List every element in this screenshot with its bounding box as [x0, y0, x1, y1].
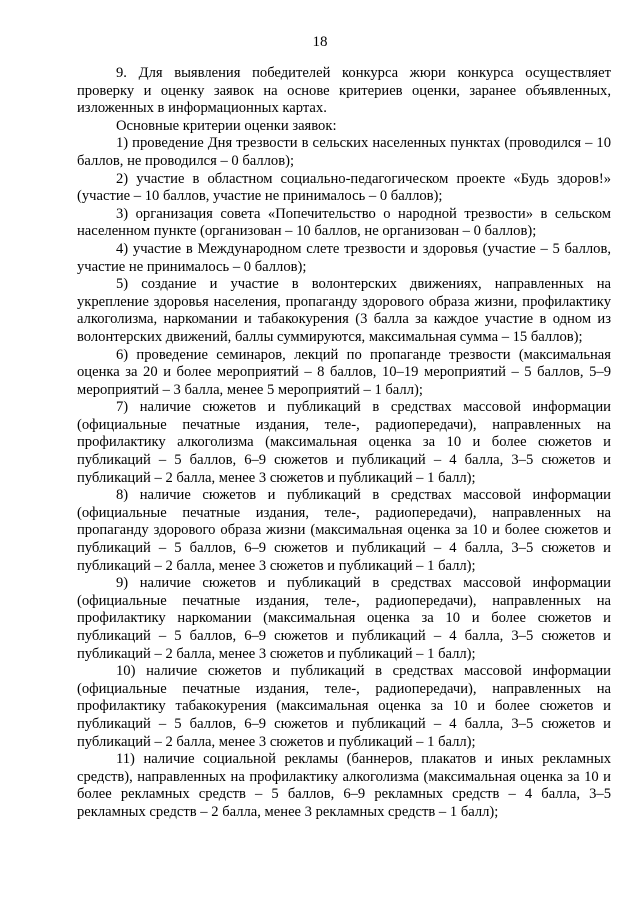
criterion-5: 5) создание и участие в волонтерских движениях, направленных на укрепление здоровья населения, пропаганду здорового образа жизни, профилактику алкоголизма, наркомании и табакокурения (3 балла за каждое участие в одном из волонтерских движений, баллы суммируются, максимальная сумма – 15 баллов);	[77, 276, 611, 345]
criteria-heading: Основные критерии оценки заявок:	[116, 117, 337, 134]
criterion-3: 3) организация совета «Попечительство о народной трезвости» в сельском населенном пункте (организован – 10 баллов, не организован – 0 баллов);	[77, 205, 611, 240]
criterion-4: 4) участие в Международном слете трезвости и здоровья (участие – 5 баллов, участие не принималось – 0 баллов);	[77, 240, 611, 275]
criterion-8: 8) наличие сюжетов и публикаций в средствах массовой информации (официальные печатные издания, теле-, радиопередачи), направленных на пропаганду здорового образа жизни (максимальная оценка за 10 и более сюжетов и публикаций – 5 баллов, 6–9 сюжетов и публикаций – 4 балла, 3–5 сюжетов и публикаций – 2 балла, менее 3 сюжетов и публикаций – 1 балл);	[77, 487, 611, 574]
intro-paragraph: 9. Для выявления победителей конкурса жюри конкурса осуществляет проверку и оценку заявок на основе критериев оценки, заранее объявленных, изложенных в информационных картах.	[77, 65, 611, 117]
document-body	[77, 65, 611, 822]
criterion-11: 11) наличие социальной рекламы (баннеров, плакатов и иных рекламных средств), направленных на профилактику алкоголизма (максимальная оценка за 10 и более рекламных средств – 5 баллов, 6–9 рекламных средств – 4 балла, 3–5 рекламных средств – 2 балла, менее 3 рекламных средств – 1 балл);	[77, 751, 611, 820]
criterion-2: 2) участие в областном социально-педагогическом проекте «Будь здоров!» (участие – 10 баллов, участие не принималось – 0 баллов);	[77, 170, 611, 205]
page-number: 18	[312, 34, 328, 50]
criterion-6: 6) проведение семинаров, лекций по пропаганде трезвости (максимальная оценка за 20 и более мероприятий – 8 баллов, 10–19 мероприятий – 5 баллов, 5–9 мероприятий – 3 балла, менее 5 мероприятий – 1 балл);	[77, 346, 611, 398]
criterion-7: 7) наличие сюжетов и публикаций в средствах массовой информации (официальные печатные издания, теле-, радиопередачи), направленных на профилактику алкоголизма (максимальная оценка за 10 и более сюжетов и публикаций – 5 баллов, 6–9 сюжетов и публикаций – 4 балла, 3–5 сюжетов и публикаций – 2 балла, менее 3 сюжетов и публикаций – 1 балл);	[77, 399, 611, 486]
criterion-10: 10) наличие сюжетов и публикаций в средствах массовой информации (официальные печатные издания, теле-, радиопередачи), направленных на профилактику табакокурения (максимальная оценка за 10 и более сюжетов и публикаций – 5 баллов, 6–9 сюжетов и публикаций – 4 балла, 3–5 сюжетов и публикаций – 2 балла, менее 3 сюжетов и публикаций – 1 балл);	[77, 663, 611, 750]
criterion-9: 9) наличие сюжетов и публикаций в средствах массовой информации (официальные печатные издания, теле-, радиопередачи), направленных на профилактику наркомании (максимальная оценка за 10 и более сюжетов и публикаций – 5 баллов, 6–9 сюжетов и публикаций – 4 балла, 3–5 сюжетов и публикаций – 2 балла, менее 3 сюжетов и публикаций – 1 балл);	[77, 575, 611, 662]
criterion-1: 1) проведение Дня трезвости в сельских населенных пунктах (проводился – 10 баллов, не проводился – 0 баллов);	[77, 135, 611, 169]
